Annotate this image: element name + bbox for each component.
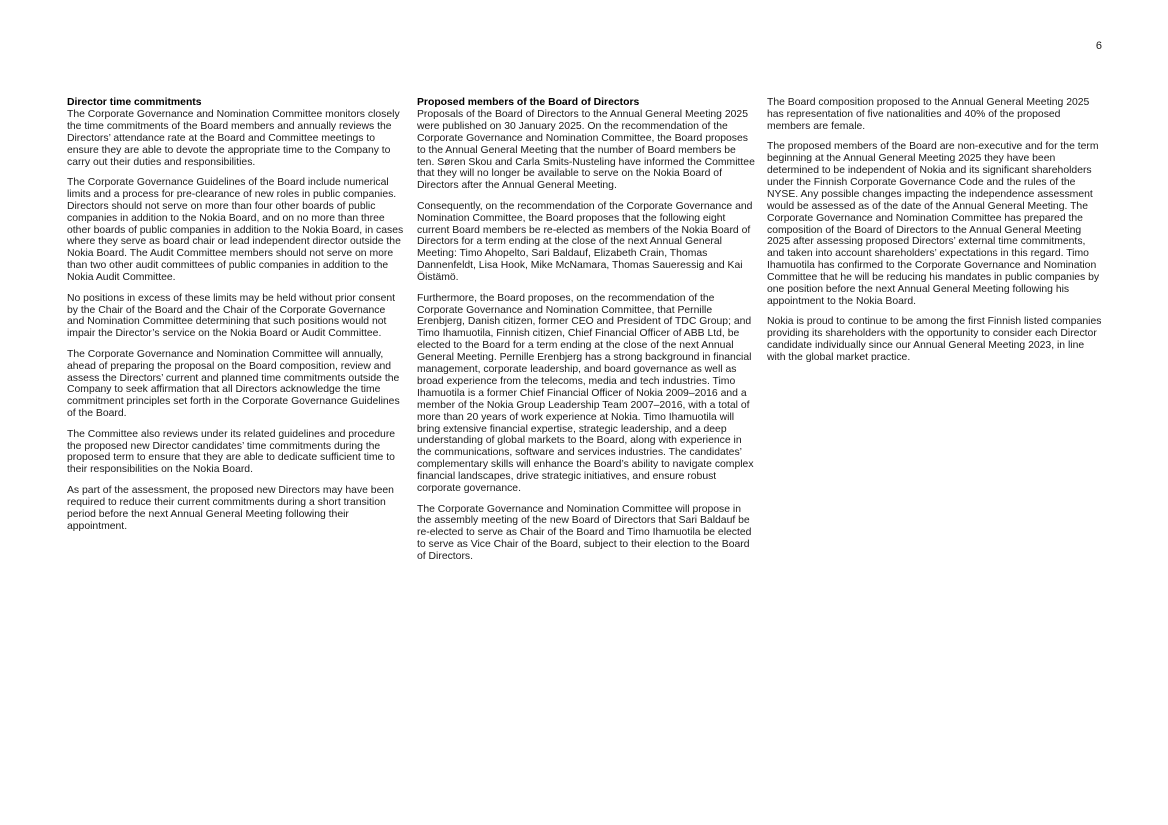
paragraph: Proposals of the Board of Directors to the Annual General Meeting 2025 were published on 30 January 2025. On the recommendation of the Corporate Governance and Nomination Committee, the Board proposes to the Annual General Meeting that the number of Board members be ten. Søren Skou and Carla Smits-Nusteling have informed the Committee that they will no longer be available to serve on the Nokia Board of Directors after the Annual General Meeting. <box>417 108 755 192</box>
section-heading: Proposed members of the Board of Directors <box>417 97 640 108</box>
paragraph: The Corporate Governance and Nomination Committee will annually, ahead of preparing the proposal on the Board composition, review and assess the Directors’ current and planned time commitments outside the Company to seek affirmation that all Directors acknowledge the time commitment principles set forth in the Corporate Governance Guidelines of the Board. <box>67 348 400 420</box>
section-heading: Director time commitments <box>67 97 202 108</box>
paragraph: No positions in excess of these limits may be held without prior consent by the Chair of the Board and the Chair of the Corporate Governance and Nomination Committee determining that such positions would not impair the Director’s service on the Nokia Board or Audit Committee. <box>67 292 396 340</box>
paragraph: The Corporate Governance and Nomination Committee monitors closely the time commitments of the Board members and annually reviews the Directors’ attendance rate at the Board and Committee meetings to ensure they are able to devote the appropriate time to the Company to carry out their duties and responsibilities. <box>67 108 400 168</box>
column-director-time-commitments <box>67 97 405 541</box>
column-proposed-members <box>417 97 755 572</box>
paragraph: Nokia is proud to continue to be among the first Finnish listed companies providing its shareholders with the opportunity to consider each Director candidate individually since our Annual General Meeting 2023, in line with the global market practice. <box>767 316 1102 364</box>
paragraph: The proposed members of the Board are non-executive and for the term beginning at the Annual General Meeting 2025 they have been determined to be independent of Nokia and its significant shareholders under the Finnish Corporate Governance Code and the rules of the NYSE. Any possible changes impacting the independence assessment would be assessed as of the date of the Annual General Meeting. The Corporate Governance and Nomination Committee has prepared the composition of the Board of Directors to the Annual General Meeting 2025 after assessing proposed Directors’ external time commitments, and taken into account shareholders’ expectations in this regard. Timo Ihamuotila has confirmed to the Corporate Governance and Nomination Committee that he will be reducing his mandates in public companies by one position before the next Annual General Meeting following his appointment to the Nokia Board. <box>767 141 1100 307</box>
paragraph: As part of the assessment, the proposed new Directors may have been required to reduce their current commitments during a short transition period before the next Annual General Meeting following their appointment. <box>67 484 394 532</box>
column-board-composition <box>767 97 1105 373</box>
paragraph: Consequently, on the recommendation of the Corporate Governance and Nomination Committee, the Board proposes that the following eight current Board members be re-elected as members of the Nokia Board of Directors for a term ending at the close of the next Annual General Meeting: Timo Ahopelto, Sari Baldauf, Elizabeth Crain, Thomas Dannenfeldt, Lisa Hook, Mike McNamara, Thomas Saueressig and Kai Öistämö. <box>417 200 753 284</box>
paragraph: The Board composition proposed to the Annual General Meeting 2025 has representation of five nationalities and 40% of the proposed members are female. <box>767 97 1090 132</box>
paragraph: Furthermore, the Board proposes, on the recommendation of the Corporate Governance and Nomination Committee, that Pernille Erenbjerg, Danish citizen, former CEO and President of TDC Group; and Timo Ihamuotila, Finnish citizen, Chief Financial Officer of ABB Ltd, be elected to the Board for a term ending at the close of the next Annual General Meeting. Pernille Erenbjerg has a strong background in financial management, corporate leadership, and board governance as well as broad experience from the telecoms, media and tech industries. Timo Ihamuotila is a former Chief Financial Officer of Nokia 2009–2016 and a member of the Nokia Group Leadership Team 2007–2016, with a total of more than 20 years of work experience at Nokia. Timo Ihamuotila will bring extensive financial expertise, strategic leadership, and a deep understanding of global markets to the Board, along with experience in the communications, software and services industries. The candidates’ complementary skills will enhance the Board’s ability to navigate complex financial landscapes, drive strategic initiatives, and ensure robust corporate governance. <box>417 292 754 495</box>
paragraph: The Committee also reviews under its related guidelines and procedure the proposed new Director candidates’ time commitments during the proposed term to ensure that they are able to dedicate sufficient time to their responsibilities on the Nokia Board. <box>67 428 396 476</box>
page-number: 6 <box>1095 40 1102 52</box>
paragraph: The Corporate Governance Guidelines of the Board include numerical limits and a process for pre-clearance of new roles in public companies. Directors should not serve on more than four other boards of public companies in addition to the Nokia Board, and on no more than three other boards of public companies in addition to the Nokia Board, in cases where they serve as board chair or lead independent director outside the Nokia Board. The Audit Committee members should not serve on more than two other audit committees of public companies in addition to the Nokia Audit Committee. <box>67 176 404 284</box>
paragraph: The Corporate Governance and Nomination Committee will propose in the assembly meeting of the new Board of Directors that Sari Baldauf be re-elected to serve as Chair of the Board and Timo Ihamuotila be elected to serve as Vice Chair of the Board, subject to their election to the Board of Directors. <box>417 503 752 563</box>
